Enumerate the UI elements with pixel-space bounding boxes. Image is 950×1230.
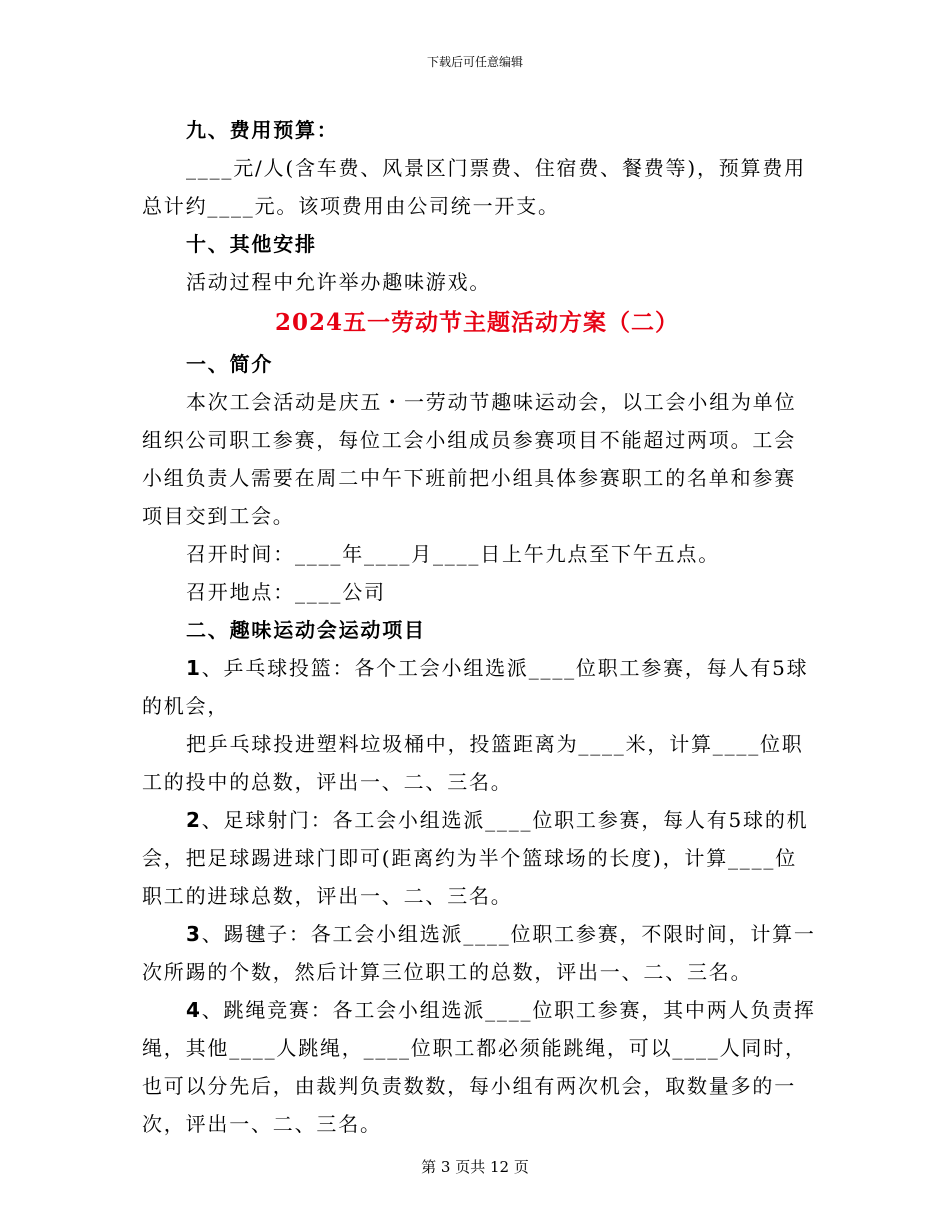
paragraph-line: 把乒乓球投进塑料垃圾桶中，投篮距离为____米，计算____位职 <box>186 732 804 756</box>
paragraph-line: 绳，其他____人跳绳，____位职工都必须能跳绳，可以____人同时， <box>142 1036 807 1060</box>
event-4-line <box>142 991 816 1029</box>
event-3-line <box>142 915 816 953</box>
paragraph-line: 职工的进球总数，评出一、二、三名。 <box>142 884 513 908</box>
paragraph-line: 项目交到工会。 <box>142 504 295 528</box>
event-number: 3 <box>186 922 202 946</box>
event-number: 4 <box>186 998 202 1022</box>
paragraph-line: 会，把足球踢进球门即可(距离约为半个篮球场的长度)，计算____位 <box>142 846 798 870</box>
paragraph-line: 本次工会活动是庆五・一劳动节趣味运动会，以工会小组为单位 <box>186 390 797 414</box>
event-text: 、踢毽子：各工会小组选派____位职工参赛，不限时间，计算一 <box>201 922 816 946</box>
document-title: 2024五一劳动节主题活动方案（二） <box>274 309 679 336</box>
section-heading-other: 十、其他安排 <box>186 232 317 256</box>
section-heading-intro: 一、简介 <box>186 352 274 376</box>
section-heading-events: 二、趣味运动会运动项目 <box>186 618 426 642</box>
event-text: 、跳绳竞赛：各工会小组选派____位职工参赛，其中两人负责挥 <box>201 998 816 1022</box>
event-number: 2 <box>186 808 202 832</box>
event-2-line <box>142 801 812 839</box>
paragraph-line: 也可以分先后，由裁判负责数数，每小组有两次机会，取数量多的一 <box>142 1074 796 1098</box>
paragraph-line: 总计约____元。该项费用由公司统一开支。 <box>142 194 560 218</box>
meeting-place: 召开地点：____公司 <box>186 580 386 604</box>
paragraph-line: 工的投中的总数，评出一、二、三名。 <box>142 770 513 794</box>
paragraph-line: 小组负责人需要在周二中午下班前把小组具体参赛职工的名单和参赛 <box>142 466 796 490</box>
paragraph-line: 活动过程中允许举办趣味游戏。 <box>186 270 492 294</box>
section-heading-budget: 九、费用预算： <box>186 118 339 142</box>
meeting-time: 召开时间：____年____月____日上午九点至下午五点。 <box>186 542 720 566</box>
paragraph-line: 次，评出一、二、三名。 <box>142 1112 382 1136</box>
event-number: 1 <box>186 656 202 680</box>
event-text: 、乒乓球投篮：各个工会小组选派____位职工参赛，每人有5球 <box>201 656 809 680</box>
page-footer: 第 3 页共 12 页 <box>421 1158 529 1176</box>
paragraph-line: 次所踢的个数，然后计算三位职工的总数，评出一、二、三名。 <box>142 960 753 984</box>
page-header: 下载后可任意编辑 <box>426 55 523 69</box>
document-body <box>142 111 816 1143</box>
event-text: 、足球射门：各工会小组选派____位职工参赛，每人有5球的机 <box>201 808 809 832</box>
paragraph-line: ____元/人(含车费、风景区门票费、住宿费、餐费等)，预算费用 <box>186 156 806 180</box>
paragraph-line: 的机会， <box>142 694 230 718</box>
event-1-line <box>142 649 812 687</box>
paragraph-line: 组织公司职工参赛，每位工会小组成员参赛项目不能超过两项。工会 <box>142 428 796 452</box>
